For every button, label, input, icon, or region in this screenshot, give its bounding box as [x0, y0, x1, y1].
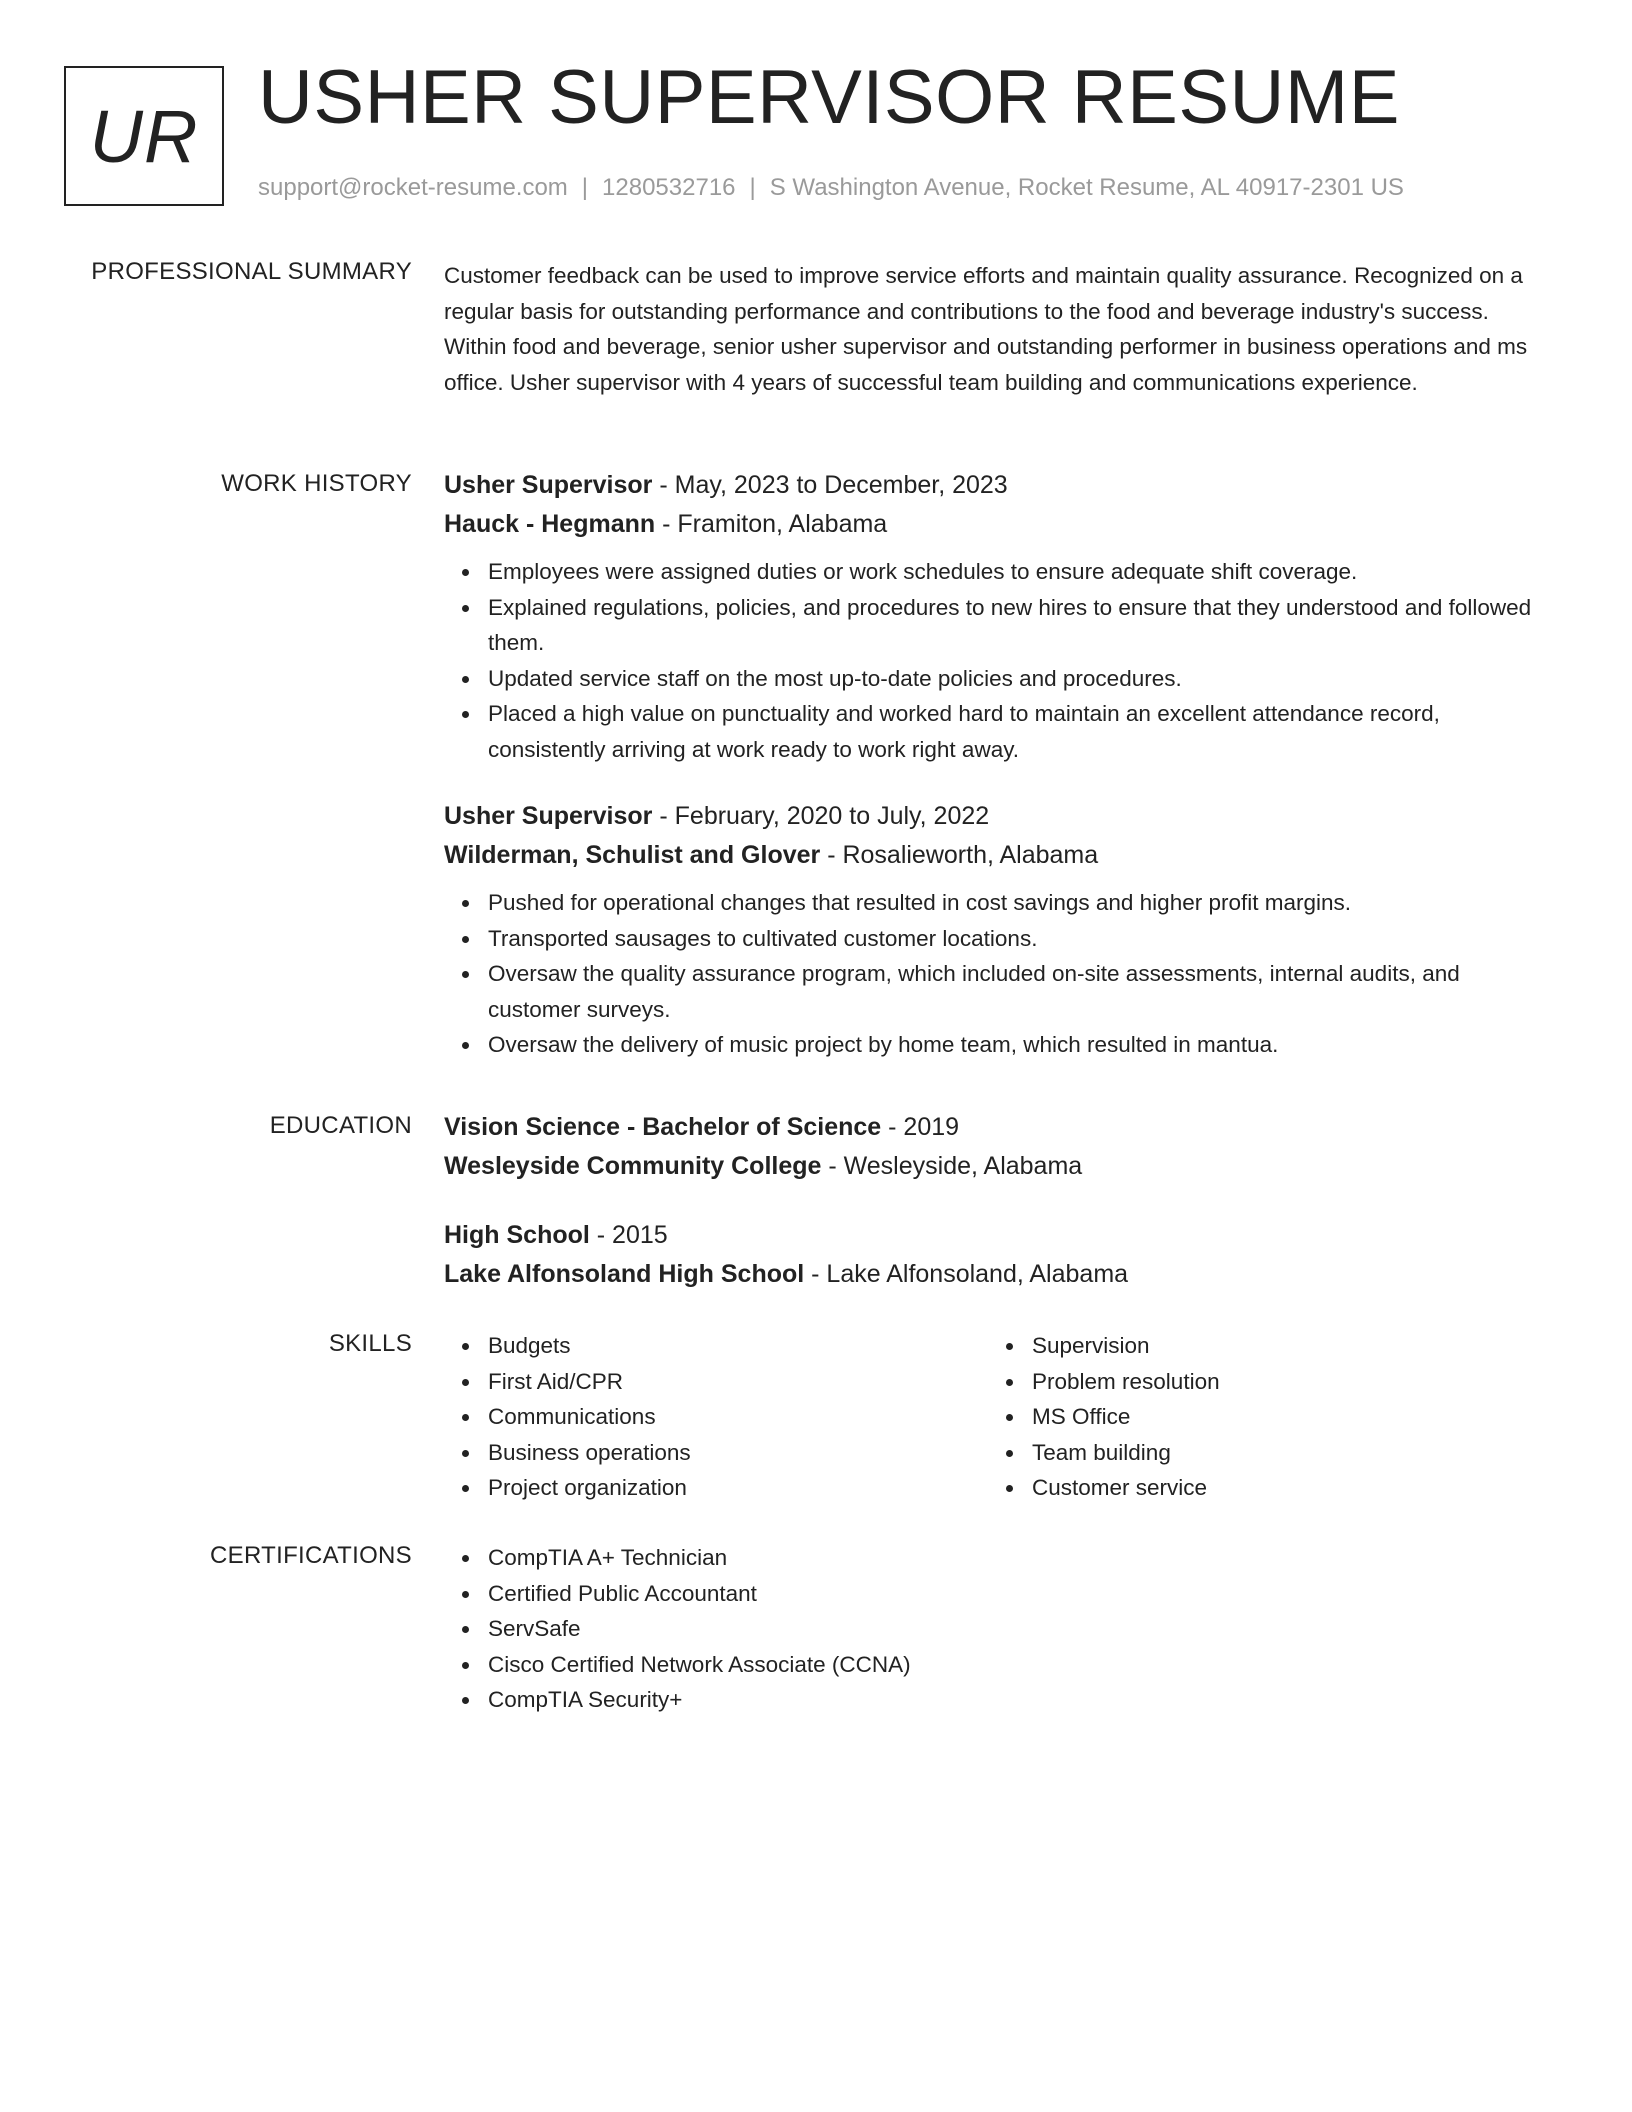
school-line [444, 1255, 1554, 1294]
degree-line [444, 1108, 1554, 1147]
section-label-work-history: WORK HISTORY [221, 470, 412, 497]
job-bullet: Pushed for operational changes that resulted in cost savings and higher profit margins. [488, 885, 1554, 921]
certification-item: Cisco Certified Network Associate (CCNA) [488, 1647, 1554, 1683]
job-bullets [444, 554, 1554, 767]
job-title-line [444, 466, 1554, 505]
skill-item: Budgets [488, 1328, 988, 1364]
job-company-line [444, 836, 1554, 875]
contact-email: support@rocket-resume.com [258, 174, 568, 201]
resume-title: USHER SUPERVISOR RESUME [258, 55, 1400, 140]
job-bullets [444, 885, 1554, 1063]
degree-line [444, 1216, 1554, 1255]
skill-item: Project organization [488, 1470, 988, 1506]
job-company: Wilderman, Schulist and Glover [444, 841, 821, 869]
skill-item: Supervision [1032, 1328, 1532, 1364]
job-dates: - May, 2023 to December, 2023 [652, 471, 1008, 499]
job-entry [444, 797, 1554, 1063]
work-history-body [444, 466, 1554, 1063]
job-bullet: Oversaw the delivery of music project by home team, which resulted in mantua. [488, 1027, 1554, 1063]
skill-item: Problem resolution [1032, 1364, 1532, 1400]
degree: High School [444, 1221, 590, 1249]
certifications-body [444, 1540, 1554, 1718]
school-name: Wesleyside Community College [444, 1152, 822, 1180]
skill-item: Customer service [1032, 1470, 1532, 1506]
contact-line [258, 174, 1404, 202]
degree: Vision Science - Bachelor of Science [444, 1113, 882, 1141]
section-label-skills: SKILLS [328, 1330, 412, 1357]
skills-body [444, 1328, 1554, 1506]
contact-separator: | [749, 174, 756, 201]
certification-item: CompTIA Security+ [488, 1682, 1554, 1718]
education-entry [444, 1216, 1554, 1294]
certifications-list [444, 1540, 1554, 1718]
job-bullet: Transported sausages to cultivated customer locations. [488, 921, 1554, 957]
job-bullet: Explained regulations, policies, and procedures to new hires to ensure that they understood and followed them. [488, 590, 1554, 661]
job-title-line [444, 797, 1554, 836]
section-label-summary: PROFESSIONAL SUMMARY [91, 258, 412, 285]
school-location: - Wesleyside, Alabama [821, 1152, 1083, 1180]
job-title: Usher Supervisor [444, 471, 653, 499]
skills-columns [444, 1328, 1554, 1506]
job-bullet: Placed a high value on punctuality and worked hard to maintain an excellent attendance record, consistently arriving at work ready to work right away. [488, 696, 1554, 767]
skill-item: First Aid/CPR [488, 1364, 988, 1400]
skill-item: Team building [1032, 1435, 1532, 1471]
summary-body [444, 258, 1554, 400]
degree-year: - 2015 [589, 1221, 668, 1249]
job-company-line [444, 505, 1554, 544]
skill-item: Communications [488, 1399, 988, 1435]
summary-text: Customer feedback can be used to improve service efforts and maintain quality assurance. Recognized on a regular basis for outstanding performance and contributions to the food and beverage industry's success. Within food and beverage, senior usher supervisor and outstanding performer in business operations and ms office. Usher supervisor with 4 years of successful team building and communications experience. [444, 263, 1528, 395]
skill-item: MS Office [1032, 1399, 1532, 1435]
job-bullet: Updated service staff on the most up-to-date policies and procedures. [488, 661, 1554, 697]
job-entry [444, 466, 1554, 767]
skills-list-left [444, 1328, 988, 1506]
job-location: - Framiton, Alabama [655, 510, 888, 538]
contact-address: S Washington Avenue, Rocket Resume, AL 40917-2301 US [769, 174, 1404, 201]
school-line [444, 1147, 1554, 1186]
education-entry [444, 1108, 1554, 1186]
certification-item: CompTIA A+ Technician [488, 1540, 1554, 1576]
skills-list-right [988, 1328, 1532, 1506]
school-location: - Lake Alfonsoland, Alabama [804, 1260, 1129, 1288]
job-bullet: Oversaw the quality assurance program, which included on-site assessments, internal audits, and customer surveys. [488, 956, 1554, 1027]
contact-separator: | [581, 174, 589, 201]
job-bullet: Employees were assigned duties or work schedules to ensure adequate shift coverage. [488, 554, 1554, 590]
skill-item: Business operations [488, 1435, 988, 1471]
job-dates: - February, 2020 to July, 2022 [652, 802, 990, 830]
certification-item: Certified Public Accountant [488, 1576, 1554, 1612]
degree-year: - 2019 [881, 1113, 960, 1141]
job-location: - Rosalieworth, Alabama [820, 841, 1099, 869]
section-label-certifications: CERTIFICATIONS [210, 1542, 412, 1569]
school-name: Lake Alfonsoland High School [444, 1260, 805, 1288]
job-company: Hauck - Hegmann [444, 510, 656, 538]
section-label-education: EDUCATION [269, 1112, 412, 1139]
monogram-logo: UR [64, 66, 224, 206]
education-body [444, 1108, 1554, 1294]
certification-item: ServSafe [488, 1611, 1554, 1647]
job-title: Usher Supervisor [444, 802, 653, 830]
contact-phone: 1280532716 [602, 174, 736, 201]
